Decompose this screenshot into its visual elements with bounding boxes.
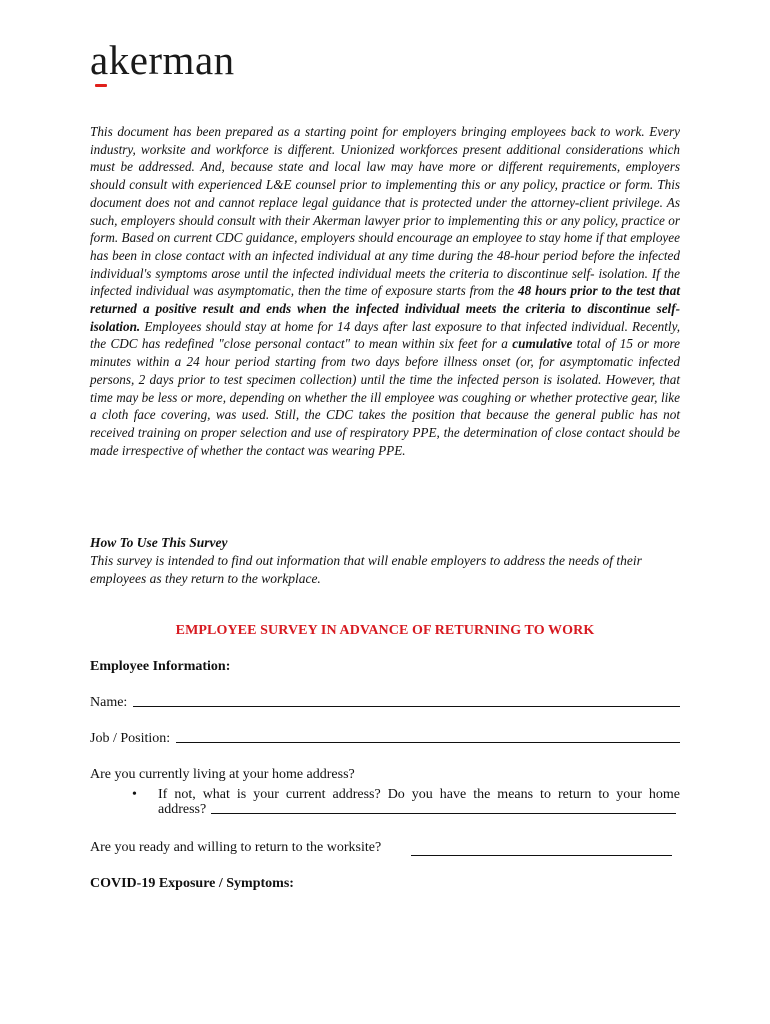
survey-title: EMPLOYEE SURVEY IN ADVANCE OF RETURNING TO WORK xyxy=(175,623,595,638)
covid-exposure-heading: COVID-19 Exposure / Symptoms: xyxy=(90,876,294,891)
how-to-use-section xyxy=(90,534,682,588)
name-label: Name: xyxy=(90,695,131,710)
job-position-input-line[interactable] xyxy=(176,741,680,743)
how-to-use-heading: How To Use This Survey xyxy=(90,535,228,550)
address-label: address? xyxy=(158,802,210,817)
intro-disclaimer-paragraph xyxy=(90,123,680,459)
home-address-question: Are you currently living at your home address? xyxy=(90,767,355,782)
job-position-field[interactable] xyxy=(90,731,680,747)
name-input-line[interactable] xyxy=(133,705,680,707)
name-field[interactable] xyxy=(90,695,680,711)
ready-to-return-question: Are you ready and willing to return to the worksite? xyxy=(90,840,382,855)
job-position-label: Job / Position: xyxy=(90,731,174,746)
intro-bold-cumulative: cumulative xyxy=(512,336,573,352)
akerman-logo: akerman xyxy=(90,37,235,83)
intro-text-part3: total of 15 or more minutes within a 24 hour period starting from two days before illness onset (or, for asymptomatic infected persons, 2 days prior to test specimen collection) until the time the infected person is isolated. However, that time may be less or more, depending on whether the ill employee was coughing or whether protective gear, like a cloth face covering, was used. Still, the CDC takes the position that because the general public has not received training on proper selection and use of respiratory PPE, the determination of close contact should be made irrespective of whether the contact was wearing PPE. xyxy=(90,336,680,458)
logo-accent-mark xyxy=(95,84,107,87)
current-address-input-line[interactable] xyxy=(211,813,676,814)
bullet-icon: • xyxy=(132,787,137,802)
intro-bold-exposure-window: 48 hours prior to the test that returned a positive result and ends when the infected individual meets the criteria to discontinue self-isolation. xyxy=(90,283,680,334)
intro-text-part2: Employees should stay at home for 14 days after last exposure to that infected individual. Recently, the CDC has redefined "close personal contact" to mean within six feet for a xyxy=(90,318,680,352)
ready-to-return-input-line[interactable] xyxy=(411,855,672,856)
employee-information-heading: Employee Information: xyxy=(90,659,231,674)
current-address-question: If not, what is your current address? Do you have the means to return to your home xyxy=(158,787,680,802)
intro-text-part1: This document has been prepared as a starting point for employers bringing employees back to work. Every industry, worksite and workforce is different. Unionized workforces present additional considerations which must be addressed. And, because state and local law may have more or different requirements, employers should consult with experienced L&E counsel prior to implementing this or any policy, practice or form. This document does not and cannot replace legal guidance that is protected under the attorney-client privilege. As such, employers should consult with their Akerman lawyer prior to implementing this or any policy, practice or form. Based on current CDC guidance, employers should encourage an employee to stay home if that employee has been in close contact with an infected individual at any time during the 48-hour period before the infected individual's symptoms arose until the infected individual meets the criteria to discontinue self- isolation. If the infected individual was asymptomatic, then the time of exposure starts from the xyxy=(90,124,680,299)
current-address-field[interactable] xyxy=(158,802,676,818)
how-to-use-text: This survey is intended to find out information that will enable employers to address the needs of their employees as they return to the workplace. xyxy=(90,553,642,586)
